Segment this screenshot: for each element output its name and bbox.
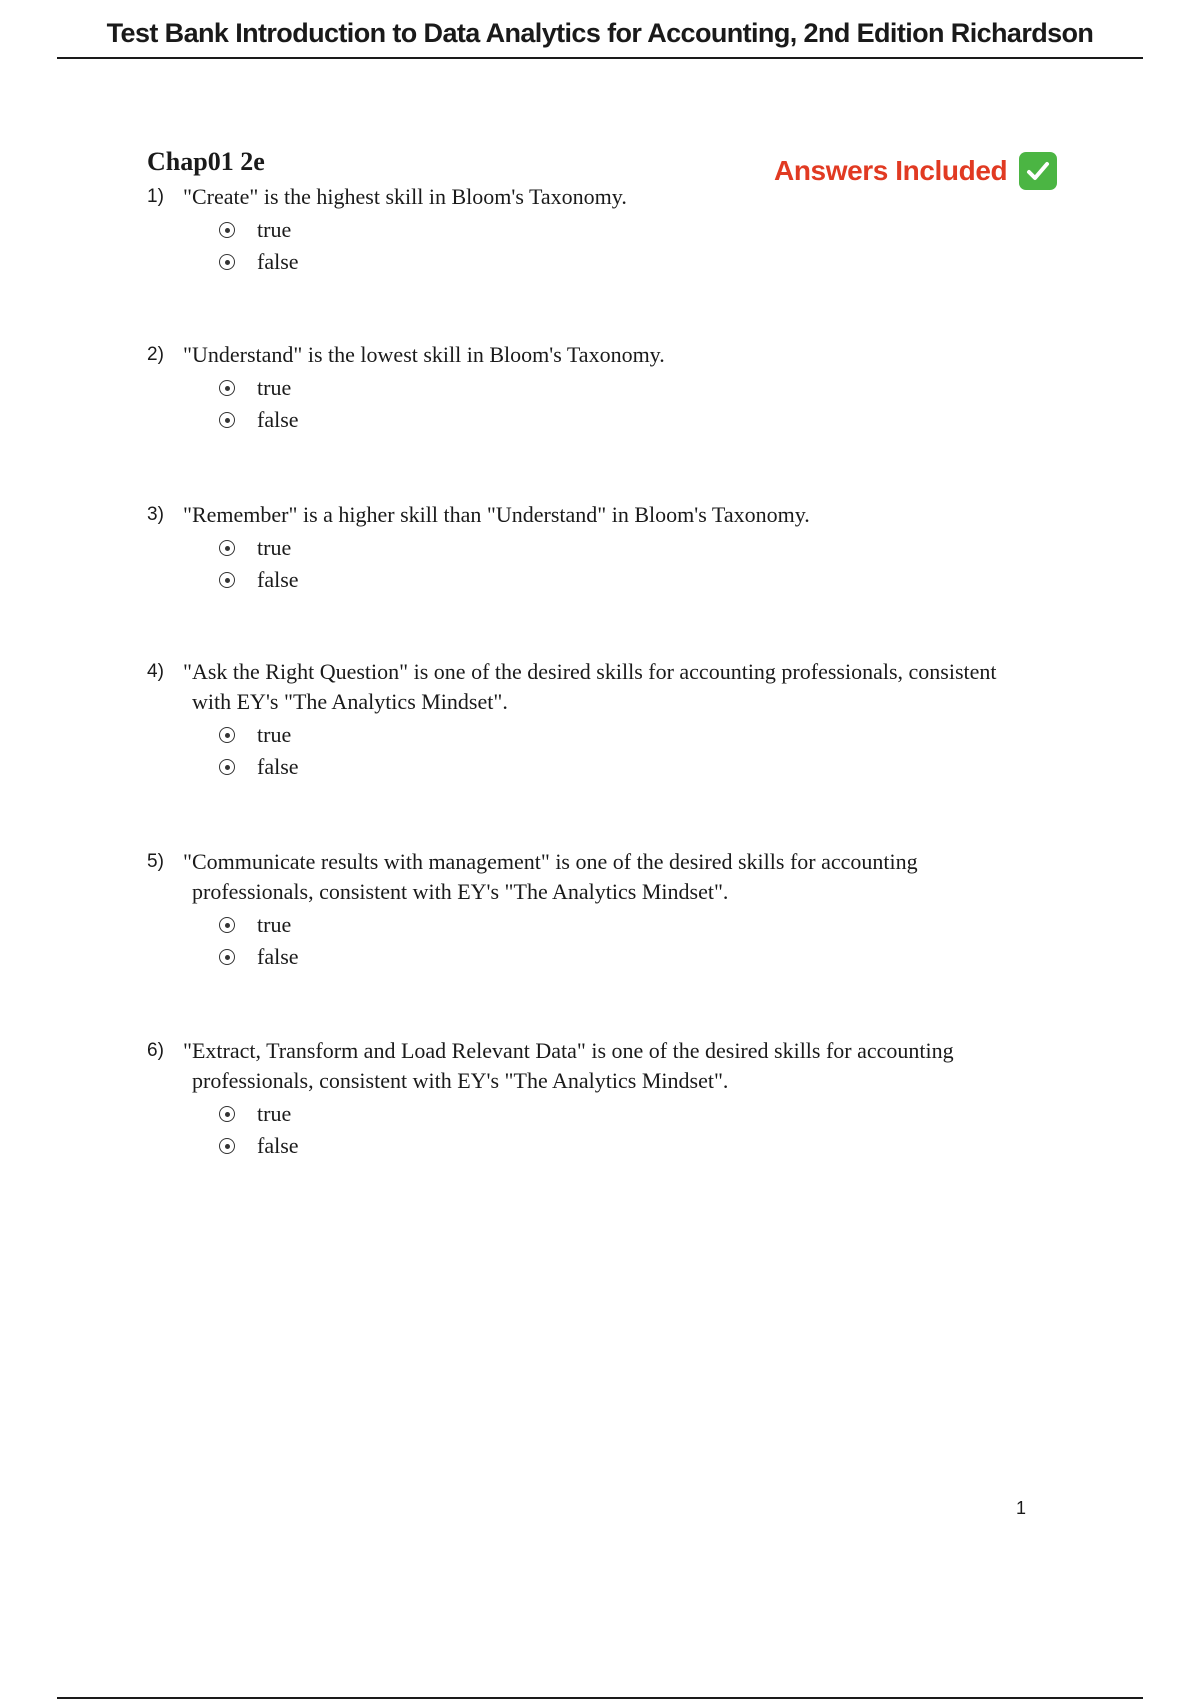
question-2 <box>147 340 1067 436</box>
answer-options <box>219 532 1067 596</box>
option-false[interactable] <box>219 246 1067 278</box>
radio-button-icon[interactable] <box>219 254 235 270</box>
question-number: 2) <box>147 344 164 365</box>
question-text: "Ask the Right Question" is one of the desired skills for accounting professionals, consistent <box>183 659 997 684</box>
option-label: true <box>257 912 292 937</box>
question-text-block <box>182 847 1067 907</box>
answer-options <box>219 909 1067 973</box>
radio-button-icon[interactable] <box>219 759 235 775</box>
radio-button-icon[interactable] <box>219 949 235 965</box>
option-label: false <box>257 407 299 432</box>
option-label: false <box>257 754 299 779</box>
question-text-continued: professionals, consistent with EY's "The Analytics Mindset". <box>192 879 729 904</box>
radio-button-icon[interactable] <box>219 380 235 396</box>
question-4 <box>147 657 1067 783</box>
radio-button-icon[interactable] <box>219 222 235 238</box>
question-number: 4) <box>147 661 164 682</box>
question-text: "Remember" is a higher skill than "Understand" in Bloom's Taxonomy. <box>183 502 810 527</box>
answer-options <box>219 372 1067 436</box>
option-label: false <box>257 567 299 592</box>
answer-options <box>219 719 1067 783</box>
option-label: true <box>257 1101 292 1126</box>
option-true[interactable] <box>219 214 1067 246</box>
option-label: false <box>257 1133 299 1158</box>
radio-button-icon[interactable] <box>219 917 235 933</box>
option-label: true <box>257 375 292 400</box>
answer-options <box>219 214 1067 278</box>
question-5 <box>147 847 1067 973</box>
option-false[interactable] <box>219 941 1067 973</box>
question-1 <box>147 182 1067 278</box>
radio-button-icon[interactable] <box>219 412 235 428</box>
answers-included-label: Answers Included <box>774 155 1008 186</box>
question-text: "Extract, Transform and Load Relevant Data" is one of the desired skills for accounting <box>183 1038 954 1063</box>
question-text-continued: professionals, consistent with EY's "The Analytics Mindset". <box>192 1068 729 1093</box>
question-number: 3) <box>147 504 164 525</box>
option-label: true <box>257 722 292 747</box>
question-text-block <box>182 1036 1067 1096</box>
option-true[interactable] <box>219 1098 1067 1130</box>
option-true[interactable] <box>219 719 1067 751</box>
radio-button-icon[interactable] <box>219 1138 235 1154</box>
radio-button-icon[interactable] <box>219 572 235 588</box>
radio-button-icon[interactable] <box>219 1106 235 1122</box>
footer-divider <box>57 1697 1143 1699</box>
radio-button-icon[interactable] <box>219 727 235 743</box>
option-label: true <box>257 217 292 242</box>
option-false[interactable] <box>219 751 1067 783</box>
option-true[interactable] <box>219 909 1067 941</box>
option-label: false <box>257 944 299 969</box>
answer-options <box>219 1098 1067 1162</box>
question-number: 5) <box>147 851 164 872</box>
question-text: "Communicate results with management" is one of the desired skills for accounting <box>183 849 918 874</box>
option-false[interactable] <box>219 1130 1067 1162</box>
option-true[interactable] <box>219 372 1067 404</box>
page-number: 1 <box>1016 1498 1027 1518</box>
question-number: 1) <box>147 186 164 207</box>
option-label: false <box>257 249 299 274</box>
header-divider <box>57 57 1143 59</box>
option-true[interactable] <box>219 532 1067 564</box>
question-text-block <box>182 657 1067 717</box>
radio-button-icon[interactable] <box>219 540 235 556</box>
question-text: "Create" is the highest skill in Bloom's Taxonomy. <box>183 184 627 209</box>
question-number: 6) <box>147 1040 164 1061</box>
question-text-continued: with EY's "The Analytics Mindset". <box>192 689 508 714</box>
question-6 <box>147 1036 1067 1162</box>
option-false[interactable] <box>219 564 1067 596</box>
question-3 <box>147 500 1067 596</box>
question-text: "Understand" is the lowest skill in Bloom's Taxonomy. <box>183 342 665 367</box>
option-label: true <box>257 535 292 560</box>
option-false[interactable] <box>219 404 1067 436</box>
document-header-title: Test Bank Introduction to Data Analytics for Accounting, 2nd Edition Richardson <box>106 18 1094 48</box>
chapter-title: Chap01 2e <box>147 147 265 176</box>
